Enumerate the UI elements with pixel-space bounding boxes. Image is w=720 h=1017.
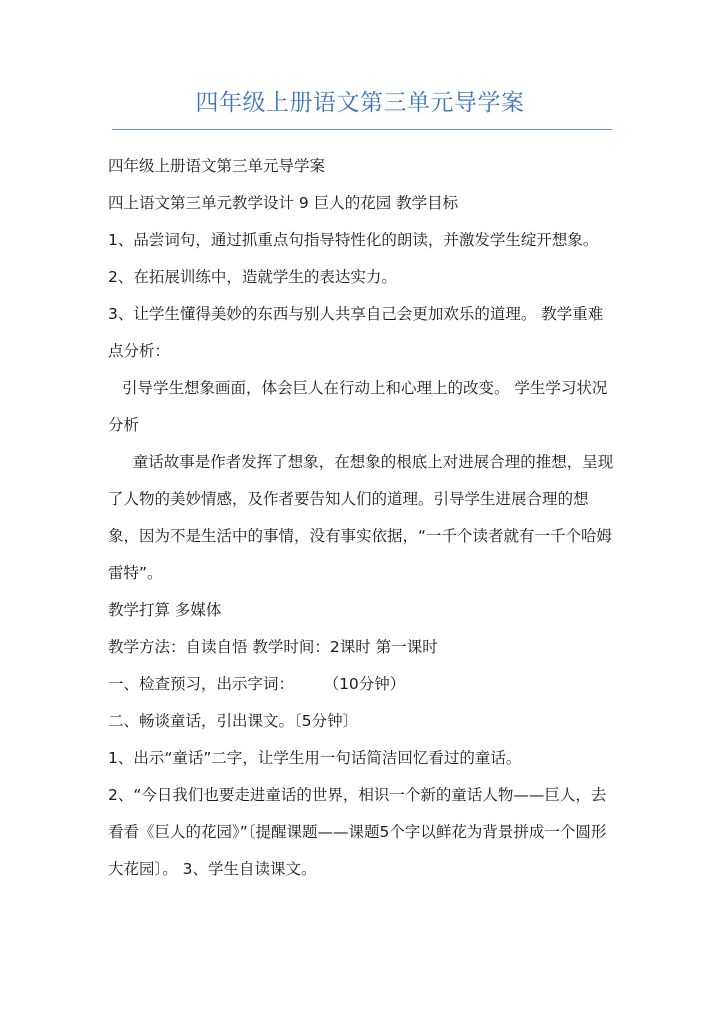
paragraph-student-analysis: 童话故事是作者发挥了想象，在想象的根底上对进展合理的推想，呈现了人物的美妙情感，及作者要告知人们的道理。引导学生进展合理的想象，因为不是生活中的事情，没有事实依据，“一千个读者就有一千个哈姆雷特”。 <box>108 453 614 582</box>
paragraph-step-2-1: 1、出示“童话”二字，让学生用一句话简洁回忆看过的童话。 <box>108 749 522 767</box>
paragraph-heading: 四年级上册语文第三单元导学案 <box>108 157 326 175</box>
document-title: 四年级上册语文第三单元导学案 <box>195 90 525 116</box>
paragraph-goal-1-2: 1、品尝词句，通过抓重点句指导特性化的朗读，并激发学生绽开想象。 2、在拓展训练中，造就学生的表达实力。 <box>108 231 599 286</box>
paragraph-goal-3: 3、让学生懂得美妙的东西与别人共享自己会更加欢乐的道理。 教学重难点分析： <box>108 305 604 360</box>
paragraph-step-1: 一、检查预习，出示字词： （10分钟） <box>108 675 406 693</box>
paragraph-step-2-2: 2、“今日我们也要走进童话的世界，相识一个新的童话人物——巨人，去看看《巨人的花园》”〔提醒课题——课题5个字以鲜花为背景拼成一个圆形大花园〕。 3、学生自读课文。 <box>108 786 607 878</box>
title-divider <box>112 129 612 130</box>
paragraph-preparation: 教学打算 多媒体 <box>108 601 222 619</box>
paragraph-key-points: 引导学生想象画面，体会巨人在行动上和心理上的改变。 学生学习状况分析 <box>108 379 608 434</box>
paragraph-lesson-design: 四上语文第三单元教学设计 9 巨人的花园 教学目标 <box>108 194 459 212</box>
paragraph-step-2: 二、畅谈童话，引出课文。〔5分钟〕 <box>108 712 359 730</box>
document-body <box>108 148 614 888</box>
paragraph-method-time: 教学方法：自读自悟 教学时间：2课时 第一课时 <box>108 638 438 656</box>
